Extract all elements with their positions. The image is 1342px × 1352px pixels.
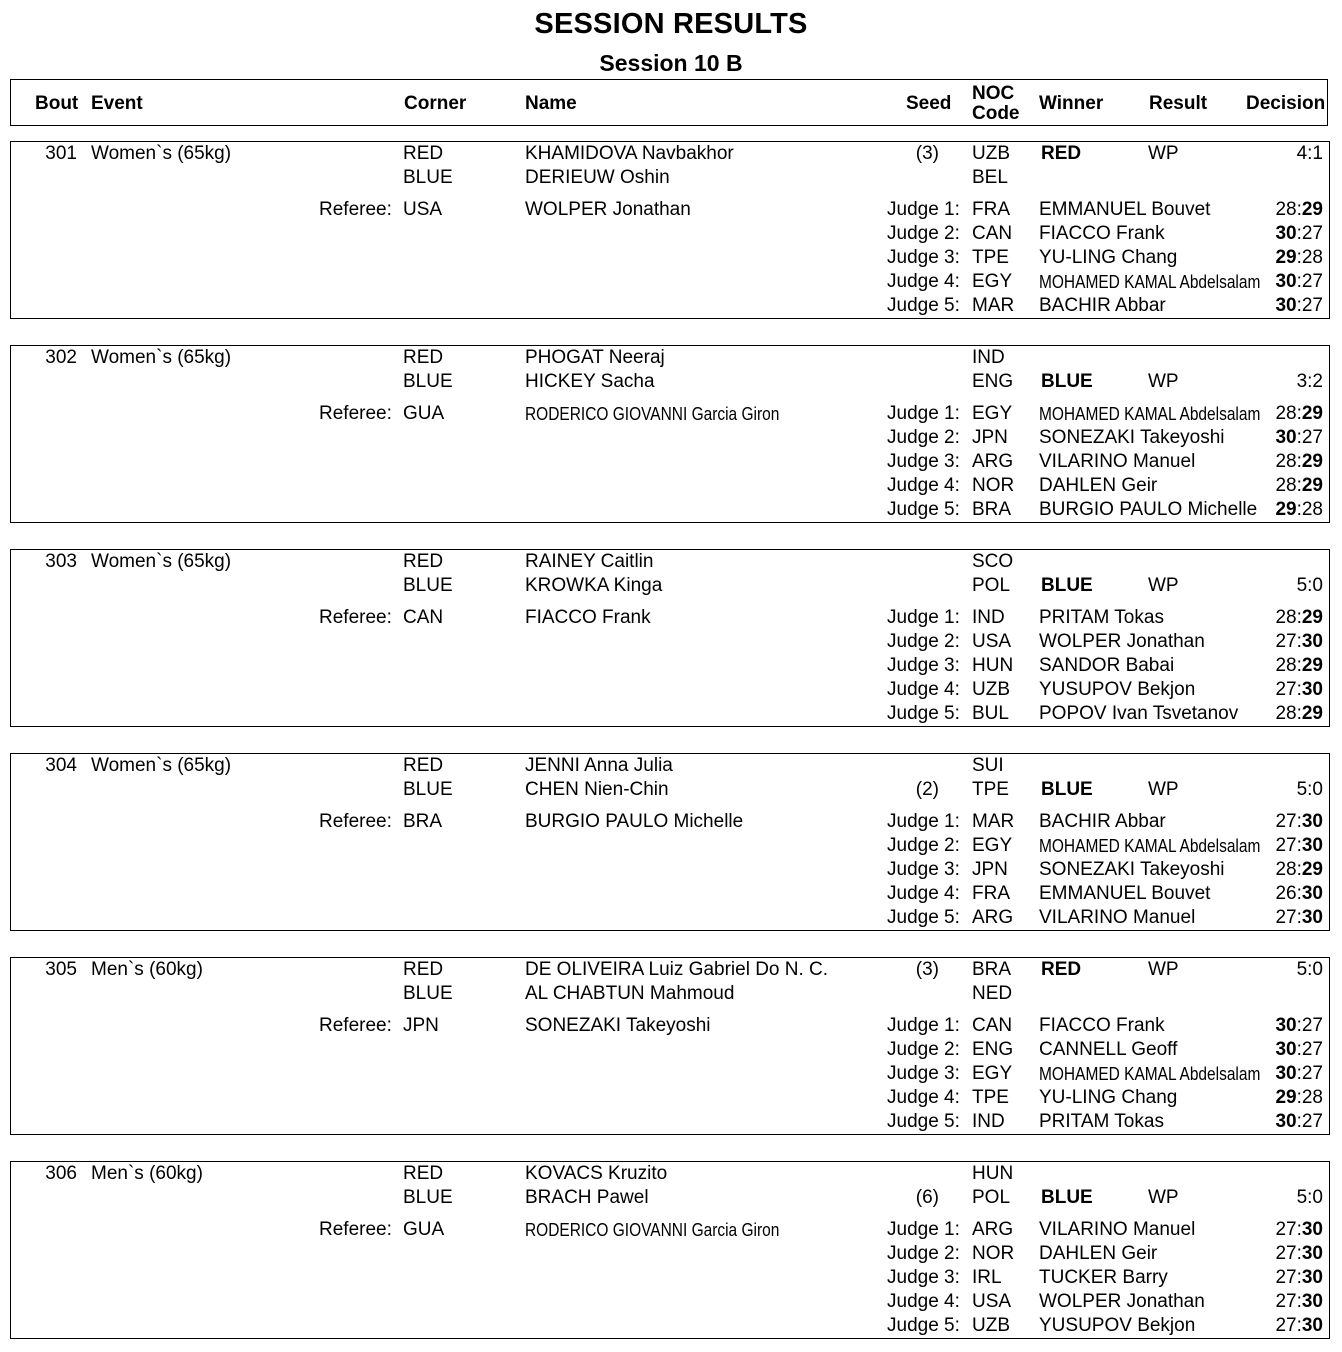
judge-score: 28:29 [1275,655,1323,676]
judge-noc: JPN [972,859,1008,880]
judge-noc: IND [972,607,1005,628]
header-decision: Decision [1246,93,1326,114]
referee-label: Referee: [319,607,392,628]
judge-score: 27:30 [1275,631,1323,652]
judge-label: Judge 2: [887,1243,960,1264]
judge-score: 28:29 [1275,607,1323,628]
decision: 5:0 [1296,1187,1323,1208]
header-bout: Bout [35,93,79,114]
winner: BLUE [1041,371,1093,392]
judge-noc: TPE [972,1087,1009,1108]
red-noc: SUI [972,755,1004,776]
judge-name: SONEZAKI Takeyoshi [1039,859,1225,880]
red-seed: (3) [915,143,939,164]
judge-score: 30:27 [1275,295,1323,316]
judge-name: YU-LING Chang [1039,247,1178,268]
referee-noc: GUA [403,1219,445,1240]
judge-score: 28:29 [1275,703,1323,724]
red-name: DE OLIVEIRA Luiz Gabriel Do N. C. [525,959,829,980]
red-noc: HUN [972,1163,1014,1184]
judge-score: 27:30 [1275,1267,1323,1288]
bout-event: Women`s (65kg) [91,755,232,776]
judge-noc: IRL [972,1267,1002,1288]
referee-name: SONEZAKI Takeyoshi [525,1015,711,1036]
blue-noc: TPE [972,779,1009,800]
judge-label: Judge 5: [887,499,960,520]
judge-name: MOHAMED KAMAL Abdelsalam [1039,1064,1261,1084]
judge-score: 27:30 [1275,1219,1323,1240]
red-corner: RED [403,143,444,164]
judge-noc: JPN [972,427,1008,448]
judge-noc: ARG [972,451,1014,472]
bout-event: Men`s (60kg) [91,959,203,980]
red-name: KHAMIDOVA Navbakhor [525,143,734,164]
bout-number: 305 [45,959,77,980]
blue-name: DERIEUW Oshin [525,167,670,188]
judge-noc: FRA [972,199,1010,220]
judge-label: Judge 3: [887,247,960,268]
header-seed: Seed [906,93,952,114]
bout-event: Women`s (65kg) [91,143,232,164]
judge-score: 30:27 [1275,271,1323,292]
judge-score: 27:30 [1275,1291,1323,1312]
bout-block [10,345,1330,523]
result: WP [1148,1187,1179,1208]
referee-label: Referee: [319,811,392,832]
judge-name: BACHIR Abbar [1039,295,1166,316]
decision: 5:0 [1296,959,1323,980]
header-name: Name [525,93,577,114]
judge-name: YUSUPOV Bekjon [1039,1315,1196,1336]
bout-event: Women`s (65kg) [91,347,232,368]
header-corner: Corner [404,93,467,114]
referee-noc: USA [403,199,443,220]
blue-noc: NED [972,983,1013,1004]
referee-label: Referee: [319,1219,392,1240]
red-corner: RED [403,551,444,572]
judge-noc: TPE [972,247,1009,268]
judge-noc: HUN [972,655,1014,676]
referee-name: WOLPER Jonathan [525,199,691,220]
blue-corner: BLUE [403,575,453,596]
referee-label: Referee: [319,403,392,424]
judge-score: 30:27 [1275,427,1323,448]
blue-noc: ENG [972,371,1014,392]
bout-number: 302 [45,347,77,368]
judge-name: BACHIR Abbar [1039,811,1166,832]
judge-score: 27:30 [1275,679,1323,700]
blue-corner: BLUE [403,371,453,392]
bout-block [10,957,1330,1135]
judge-name: FIACCO Frank [1039,1015,1165,1036]
red-name: PHOGAT Neeraj [525,347,665,368]
table-header [10,79,1328,126]
judge-score: 28:29 [1275,451,1323,472]
red-seed: (3) [915,959,939,980]
judge-noc: ENG [972,1039,1014,1060]
referee-name: BURGIO PAULO Michelle [525,811,744,832]
judge-name: MOHAMED KAMAL Abdelsalam [1039,404,1261,424]
judge-label: Judge 5: [887,295,960,316]
bout-number: 301 [45,143,77,164]
judge-noc: UZB [972,1315,1010,1336]
judge-noc: USA [972,631,1012,652]
header-winner: Winner [1039,93,1104,114]
judge-noc: EGY [972,403,1013,424]
judge-label: Judge 1: [887,1015,960,1036]
winner: BLUE [1041,575,1093,596]
judge-label: Judge 5: [887,703,960,724]
red-corner: RED [403,347,444,368]
referee-noc: GUA [403,403,445,424]
winner: RED [1041,143,1082,164]
judge-noc: EGY [972,1063,1013,1084]
red-noc: BRA [972,959,1012,980]
judge-score: 28:29 [1275,475,1323,496]
judge-label: Judge 2: [887,1039,960,1060]
header-event: Event [91,93,143,114]
judge-noc: CAN [972,1015,1013,1036]
judge-name: CANNELL Geoff [1039,1039,1178,1060]
bout-block [10,141,1330,319]
judge-name: POPOV Ivan Tsvetanov [1039,703,1239,724]
judge-noc: NOR [972,475,1015,496]
result: WP [1148,959,1179,980]
judge-name: EMMANUEL Bouvet [1039,199,1211,220]
red-corner: RED [403,755,444,776]
referee-noc: JPN [403,1015,439,1036]
red-noc: UZB [972,143,1010,164]
judge-score: 29:28 [1275,499,1323,520]
judge-label: Judge 2: [887,223,960,244]
judge-name: FIACCO Frank [1039,223,1165,244]
judge-noc: ARG [972,1219,1014,1240]
red-corner: RED [403,1163,444,1184]
judge-name: MOHAMED KAMAL Abdelsalam [1039,836,1261,856]
header-result: Result [1149,93,1208,114]
bout-number: 303 [45,551,77,572]
blue-name: HICKEY Sacha [525,371,655,392]
judge-score: 28:29 [1275,859,1323,880]
judge-label: Judge 4: [887,883,960,904]
bout-block [10,753,1330,931]
header-code: Code [972,103,1020,124]
blue-seed: (6) [915,1187,939,1208]
blue-corner: BLUE [403,983,453,1004]
judge-label: Judge 3: [887,1267,960,1288]
red-noc: IND [972,347,1005,368]
judge-name: VILARINO Manuel [1039,1219,1196,1240]
judge-noc: ARG [972,907,1014,928]
judge-label: Judge 3: [887,451,960,472]
judge-score: 27:30 [1275,1315,1323,1336]
referee-noc: CAN [403,607,444,628]
bout-block [10,549,1330,727]
bout-block [10,1161,1330,1339]
judge-score: 30:27 [1275,1111,1323,1132]
blue-corner: BLUE [403,779,453,800]
judge-score: 29:28 [1275,247,1323,268]
bout-event: Women`s (65kg) [91,551,232,572]
judge-noc: EGY [972,271,1013,292]
judge-score: 29:28 [1275,1087,1323,1108]
referee-label: Referee: [319,199,392,220]
winner: BLUE [1041,1187,1093,1208]
judge-name: BURGIO PAULO Michelle [1039,499,1258,520]
judge-label: Judge 2: [887,631,960,652]
judge-name: PRITAM Tokas [1039,607,1164,628]
red-name: KOVACS Kruzito [525,1163,668,1184]
judge-score: 28:29 [1275,403,1323,424]
judge-name: DAHLEN Geir [1039,475,1158,496]
judge-name: WOLPER Jonathan [1039,1291,1205,1312]
blue-corner: BLUE [403,167,453,188]
decision: 5:0 [1296,779,1323,800]
judge-label: Judge 3: [887,1063,960,1084]
judge-score: 27:30 [1275,1243,1323,1264]
referee-label: Referee: [319,1015,392,1036]
blue-name: KROWKA Kinga [525,575,663,596]
judge-name: SONEZAKI Takeyoshi [1039,427,1225,448]
blue-corner: BLUE [403,1187,453,1208]
red-corner: RED [403,959,444,980]
judge-score: 27:30 [1275,835,1323,856]
result: WP [1148,779,1179,800]
blue-name: BRACH Pawel [525,1187,649,1208]
judge-label: Judge 3: [887,859,960,880]
judge-label: Judge 1: [887,1219,960,1240]
blue-name: AL CHABTUN Mahmoud [525,983,735,1004]
judge-label: Judge 4: [887,475,960,496]
referee-name: FIACCO Frank [525,607,651,628]
judge-label: Judge 2: [887,427,960,448]
judge-noc: USA [972,1291,1012,1312]
blue-seed: (2) [915,779,939,800]
judge-noc: FRA [972,883,1010,904]
judge-label: Judge 1: [887,403,960,424]
judge-noc: NOR [972,1243,1015,1264]
red-name: JENNI Anna Julia [525,755,673,776]
blue-name: CHEN Nien-Chin [525,779,669,800]
page-subtitle: Session 10 B [599,50,743,76]
winner: BLUE [1041,779,1093,800]
judge-label: Judge 5: [887,907,960,928]
winner: RED [1041,959,1082,980]
judge-noc: MAR [972,295,1015,316]
judge-label: Judge 1: [887,811,960,832]
judge-noc: BRA [972,499,1012,520]
judge-label: Judge 1: [887,607,960,628]
judge-noc: MAR [972,811,1015,832]
decision: 3:2 [1296,371,1323,392]
red-name: RAINEY Caitlin [525,551,654,572]
judge-label: Judge 2: [887,835,960,856]
red-noc: SCO [972,551,1014,572]
judge-name: SANDOR Babai [1039,655,1175,676]
judge-label: Judge 4: [887,271,960,292]
judge-noc: BUL [972,703,1009,724]
judge-score: 30:27 [1275,1063,1323,1084]
judge-name: WOLPER Jonathan [1039,631,1205,652]
judge-score: 27:30 [1275,811,1323,832]
judge-name: YU-LING Chang [1039,1087,1178,1108]
judge-label: Judge 3: [887,655,960,676]
decision: 4:1 [1296,143,1323,164]
blue-noc: BEL [972,167,1008,188]
blue-noc: POL [972,575,1011,596]
judge-noc: CAN [972,223,1013,244]
judge-score: 27:30 [1275,907,1323,928]
judge-label: Judge 4: [887,679,960,700]
judge-score: 26:30 [1275,883,1323,904]
judge-label: Judge 5: [887,1111,960,1132]
judge-label: Judge 4: [887,1087,960,1108]
judge-label: Judge 4: [887,1291,960,1312]
bout-event: Men`s (60kg) [91,1163,203,1184]
judge-name: VILARINO Manuel [1039,907,1196,928]
judge-noc: EGY [972,835,1013,856]
judge-score: 30:27 [1275,1039,1323,1060]
judge-noc: IND [972,1111,1005,1132]
judge-name: VILARINO Manuel [1039,451,1196,472]
judge-name: YUSUPOV Bekjon [1039,679,1196,700]
result: WP [1148,575,1179,596]
judge-name: MOHAMED KAMAL Abdelsalam [1039,272,1261,292]
judge-name: TUCKER Barry [1039,1267,1168,1288]
judge-label: Judge 5: [887,1315,960,1336]
judge-score: 30:27 [1275,223,1323,244]
decision: 5:0 [1296,575,1323,596]
judge-name: EMMANUEL Bouvet [1039,883,1211,904]
header-noc: NOC [972,83,1015,104]
referee-name: RODERICO GIOVANNI Garcia Giron [525,1220,780,1240]
referee-noc: BRA [403,811,443,832]
page-title: SESSION RESULTS [534,8,808,40]
bout-number: 306 [45,1163,77,1184]
referee-name: RODERICO GIOVANNI Garcia Giron [525,404,780,424]
judge-score: 30:27 [1275,1015,1323,1036]
judge-score: 28:29 [1275,199,1323,220]
result: WP [1148,143,1179,164]
judge-name: DAHLEN Geir [1039,1243,1158,1264]
blue-noc: POL [972,1187,1011,1208]
judge-label: Judge 1: [887,199,960,220]
judge-noc: UZB [972,679,1010,700]
bout-number: 304 [45,755,77,776]
judge-name: PRITAM Tokas [1039,1111,1164,1132]
result: WP [1148,371,1179,392]
